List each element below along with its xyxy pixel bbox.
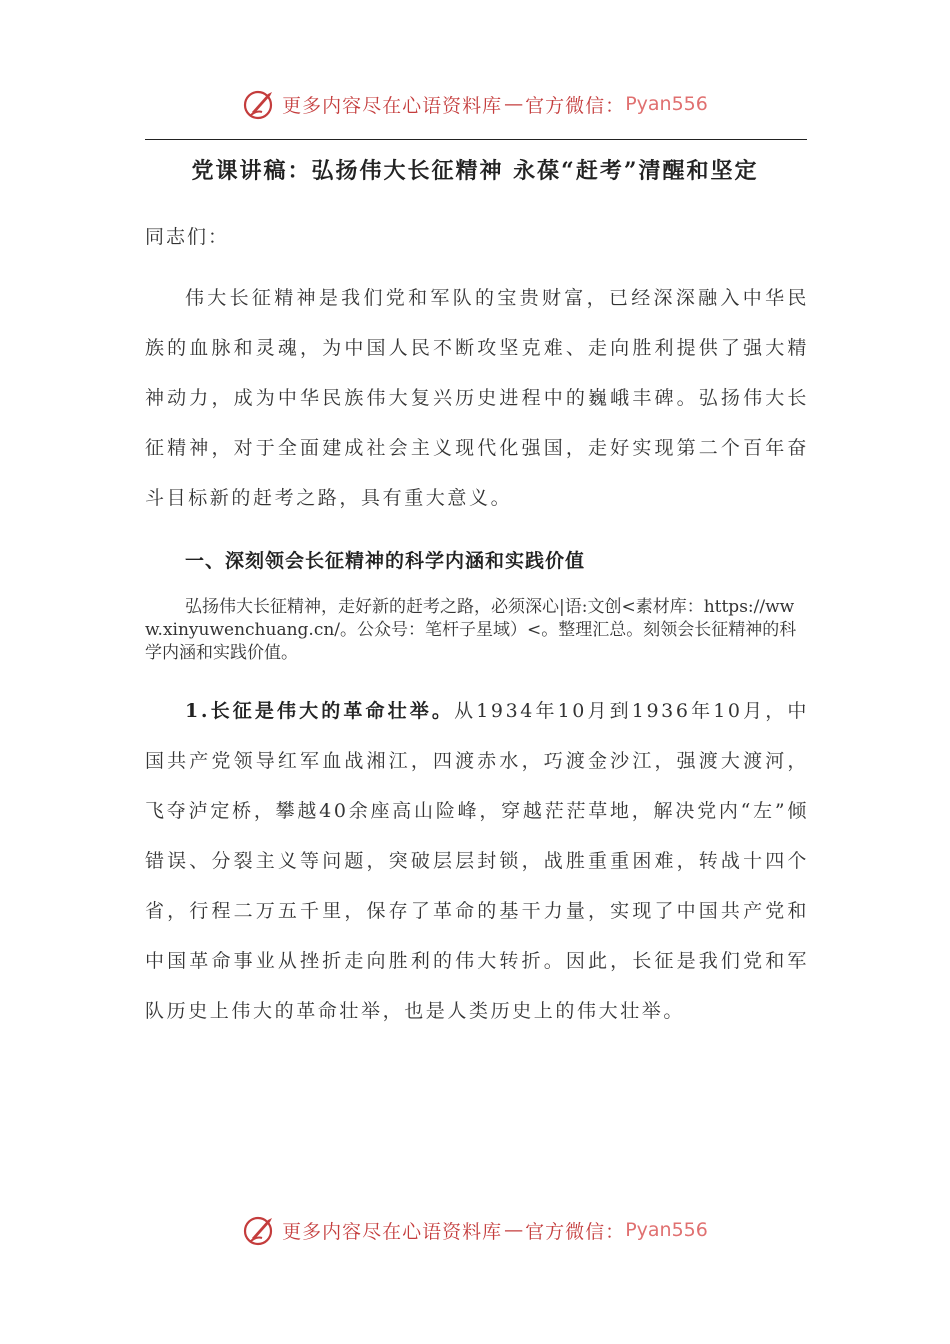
banner-handle: Pyan556 bbox=[625, 93, 708, 115]
header-banner bbox=[0, 84, 950, 124]
intro-paragraph: 伟大长征精神是我们党和军队的宝贵财富，已经深深融入中华民族的血脉和灵魂，为中国人民不断攻坚克难、走向胜利提供了强大精神动力，成为中华民族伟大复兴历史进程中的巍峨丰碑。弘扬伟大长征精神，对于全面建成社会主义现代化强国，走好实现第二个百年奋斗目标新的赶考之路，具有重大意义。 bbox=[145, 287, 809, 509]
banner-text: 更多内容尽在心语资料库 bbox=[282, 94, 503, 117]
document-title: 党课讲稿：弘扬伟大长征精神 永葆“赶考”清醒和坚定 bbox=[191, 158, 759, 184]
banner-handle: Pyan556 bbox=[625, 1219, 708, 1241]
section-intro: 弘扬伟大长征精神，走好新的赶考之路，必须深心|语:文创<素材库：https://www.xinyuwenchuang.cn/。公众号：笔杆子星域）<。整理汇总。刻领会长征精神的科学内涵和实践价值。 bbox=[145, 597, 797, 663]
point-1-body: 从1934年10月到1936年10月，中国共产党领导红军血战湘江，四渡赤水，巧渡金沙江，强渡大渡河，飞夺泸定桥，攀越40余座高山险峰，穿越茫茫草地，解决党内“左”倾错误、分裂主义等问题，突破层层封锁，战胜重重困难，转战十四个省，行程二万五千里，保存了革命的基干力量，实现了中国共产党和中国革命事业从挫折走向胜利的伟大转折。因此，长征是我们党和军队历史上伟大的革命壮举，也是人类历史上的伟大壮举。 bbox=[145, 700, 810, 1022]
banner-separator: — bbox=[504, 1219, 524, 1241]
section-heading: 一、深刻领会长征精神的科学内涵和实践价值 bbox=[185, 550, 586, 572]
footer-banner bbox=[0, 1210, 950, 1250]
header-divider bbox=[145, 139, 807, 140]
banner-label: 官方微信： bbox=[525, 94, 626, 117]
banner-separator: — bbox=[504, 93, 524, 115]
salutation: 同志们： bbox=[145, 226, 230, 248]
banner-text: 更多内容尽在心语资料库 bbox=[282, 1220, 503, 1243]
point-1-lead: 1.长征是伟大的革命壮举。 bbox=[185, 700, 455, 722]
quill-ink-logo-icon bbox=[242, 1212, 278, 1248]
banner-label: 官方微信： bbox=[525, 1220, 626, 1243]
quill-ink-logo-icon bbox=[242, 86, 278, 122]
point-1-paragraph bbox=[145, 686, 809, 1036]
